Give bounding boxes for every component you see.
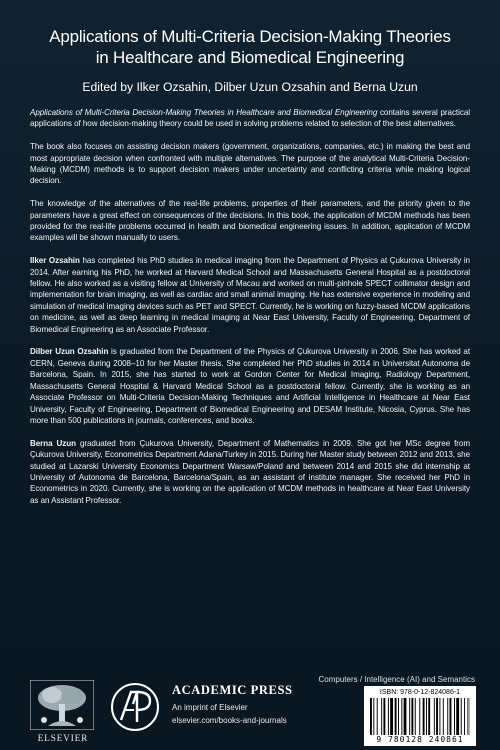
publisher-url: elsevier.com/books-and-journals [172,716,287,725]
elsevier-wordmark: ELSEVIER [37,733,89,743]
intro-paragraph-2: The book also focuses on assisting decision makers (government, organizations, companies, etc.) in making the best and most appropriate decision when confronted with multiple alternatives. The purpose of the analytical Multi-Criteria Decision-Making (MCDM) methods is to support decision makers under uncertainty and conflicting criteria while making logical decision. [30,142,470,186]
bio-text: graduated from Çukurova University, Department of Mathematics in 2009. She got her MSc degree from Çukurova University, Econometrics Department Adana/Turkey in 2015. During her Master study between 2012 and 2013, she studied at Lazarski University Economics Department Warsaw/Poland and between 2014 and 2015 she did internship at University of Autonoma de Barcelona, Barcelona/Spain, as an assistant of institute manager. She received her PhD in Econometrics in 2020. Currently, she is working on the application of MCDM methods in healthcare at Near East University as an Assistant Professor. [30,438,470,505]
bio-dilber [30,346,470,426]
barcode-digits: 9 780128 240861 [376,735,464,744]
book-title [20,26,480,68]
title-line-2: in Healthcare and Biomedical Engineering [95,48,405,67]
bio-name: Berna Uzun [30,438,76,448]
imprint-line: An imprint of Elsevier [172,703,248,712]
intro-paragraph-1 [30,107,470,130]
subject-category: Computers / Intelligence (AI) and Semantics [318,675,475,684]
bio-text: has completed his PhD studies in medical imaging from the Department of Physics at Çukurova University in 2014. After earning his PhD, he worked at Harvard Medical School and Massachusetts General Hospital as a postdoctoral fellow. He also worked as a visiting fellow at University of Macau and worked on multi-pinhole SPECT collimator design and implementation for brain imaging, as well as cardiac and small animal imaging. He has extensive experience in modeling and simulation of medical imaging devices such as PET and SPECT. Currently, he is working on fuzzy-based MCDM applications on medicine, as well as deep learning in medical imaging at Near East University, Faculty of Engineering, Department of Biomedical Engineering as an Associate Professor. [30,256,470,334]
bio-berna [30,438,470,506]
academic-press-logo [110,682,160,732]
editors-line: Edited by Ilker Ozsahin, Dilber Uzun Ozsahin and Berna Uzun [82,80,418,94]
bio-name: Dilber Uzun Ozsahin [30,347,109,357]
bio-ilker [30,255,470,335]
bio-text: is graduated from the Department of the Physics of Çukurova University in 2006. She has worked at CERN, Geneva during 2008–10 for her Master thesis. She completed her PhD studies in 2014 in Universitat Autonoma de Barcelona, Spain. In 2015, she has started to work at Gordon Center for Medical Imaging, Radiology Department, Massachusetts General Hospital & Harvard Medical School as a postdoctoral fellow. Currently, she is working as an Associate Professor on Multi-Criteria Decision-Making Techniques and Artificial Intelligence in Healthcare at Near East University, Faculty of Engineering, Department of Biomedical Engineering and DESAM Institute, Nicosia, Cyprus. She has more than 500 publications in journals, conferences, and books. [30,347,471,425]
elsevier-tree-logo [30,680,94,730]
isbn-label: ISBN: 978-0-12-824086-1 [379,689,461,696]
title-line-1: Applications of Multi-Criteria Decision-Making Theories [49,27,451,46]
book-title-italic: Applications of Multi-Criteria Decision-Making Theories in Healthcare and Biomedical Engineering [30,108,378,117]
bio-name: Ilker Ozsahin [30,256,80,266]
barcode-panel [364,686,476,746]
intro-paragraph-3: The knowledge of the alternatives of the real-life problems, properties of their parameters, and the priority given to the parameters have a great effect on consequences of the decisions. In this book, the application of MCDM methods has been provided for the real-life problems occurred in health and biomedical engineering issues. In addition, application of MCDM examples will be shown manually to users. [30,199,470,243]
barcode-icon [370,698,470,735]
intro-paragraph-1-text: contains several practical applications of how decision-making theory could be used in solving problems related to selection of the best alternatives. [30,108,470,129]
academic-press-name: ACADEMIC PRESS [172,683,293,697]
description-block [30,107,470,518]
